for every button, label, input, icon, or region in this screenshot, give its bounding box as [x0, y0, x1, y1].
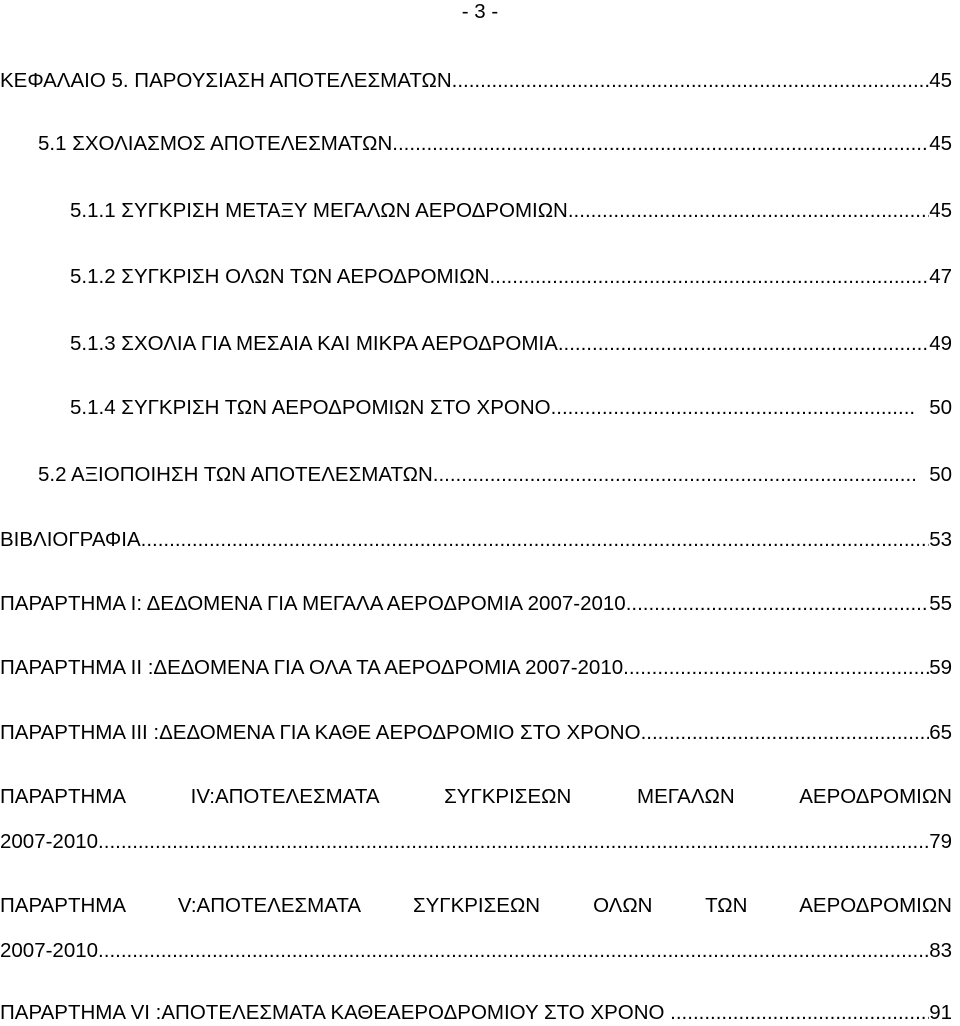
toc-entry-appendix-5 [0, 938, 952, 964]
toc-leader-dots [141, 527, 930, 553]
toc-leader-dots [489, 264, 929, 290]
toc-entry-5-2 [38, 462, 952, 488]
toc-entry-page: 91 [929, 1001, 952, 1024]
toc-leader-dots [626, 591, 929, 617]
toc-entry-label: 2007-2010 [0, 830, 99, 853]
toc-leader-dots [452, 68, 930, 94]
toc-entry-appendix-1 [0, 591, 952, 617]
toc-entry-bibliography [0, 527, 952, 553]
toc-entry-label: 5.1.3 ΣΧΟΛΙΑ ΓΙΑ ΜΕΣΑΙΑ ΚΑΙ ΜΙΚΡΑ ΑΕΡΟΔΡΟΜΙΑ [70, 332, 558, 355]
page-number: - 3 - [461, 0, 499, 23]
toc-entry-page: 49 [929, 332, 952, 355]
toc-entry-page: 50 [929, 396, 952, 419]
toc-entry-label: ΠΑΡΑΡΤΗΜΑ ΙΙ :ΔΕΔΟΜΕΝΑ ΓΙΑ ΟΛΑ ΤΑ ΑΕΡΟΔΡΟΜΙΑ 2007-2010 [0, 656, 624, 679]
toc-entry-page: 45 [929, 132, 952, 155]
toc-entry-5-1-4 [70, 395, 952, 421]
toc-entry-chapter-5 [0, 68, 952, 94]
toc-entry-appendix-6 [0, 1000, 952, 1026]
toc-entry-appendix-4-line1: ΠΑΡΑΡΤΗΜΑ IV:ΑΠΟΤΕΛΕΣΜΑΤΑ ΣΥΓΚΡΙΣΕΩΝ ΜΕΓΑΛΩΝ ΑΕΡΟΔΡΟΜΙΩΝ [0, 785, 952, 808]
toc-entry-appendix-4 [0, 829, 952, 855]
toc-entry-page: 47 [929, 265, 952, 288]
toc-entry-label: 5.1 ΣΧΟΛΙΑΣΜΟΣ ΑΠΟΤΕΛΕΣΜΑΤΩΝ [38, 132, 393, 155]
toc-entry-page: 65 [929, 721, 952, 744]
toc-leader-dots [392, 131, 929, 157]
toc-entry-label: ΠΑΡΑΡΤΗΜΑ ΙΙΙ :ΔΕΔΟΜΕΝΑ ΓΙΑ ΚΑΘΕ ΑΕΡΟΔΡΟΜΙΟ ΣΤΟ ΧΡΟΝΟ [0, 721, 641, 744]
toc-entry-label: ΠΑΡΑΡΤΗΜΑ Ι: ΔΕΔΟΜΕΝΑ ΓΙΑ ΜΕΓΑΛΑ ΑΕΡΟΔΡΟΜΙΑ 2007-2010 [0, 592, 626, 615]
toc-entry-appendix-2 [0, 655, 952, 681]
toc-leader-dots [98, 938, 929, 964]
toc-entry-page: 45 [929, 199, 952, 222]
toc-entry-page: 55 [929, 592, 952, 615]
toc-leader-dots [641, 720, 930, 746]
toc-leader-dots [433, 462, 915, 488]
toc-entry-appendix-3 [0, 720, 952, 746]
toc-leader-dots [623, 655, 929, 681]
toc-entry-label: 5.1.4 ΣΥΓΚΡΙΣΗ ΤΩΝ ΑΕΡΟΔΡΟΜΙΩΝ ΣΤΟ ΧΡΟΝΟ [70, 396, 551, 419]
toc-entry-page: 53 [929, 528, 952, 551]
toc-leader-dots [558, 331, 929, 357]
toc-entry-page: 59 [929, 656, 952, 679]
toc-entry-5-1-1 [70, 198, 952, 224]
toc-entry-label: 5.2 ΑΞΙΟΠΟΙΗΣΗ ΤΩΝ ΑΠΟΤΕΛΕΣΜΑΤΩΝ [38, 463, 433, 486]
toc-leader-dots [98, 829, 929, 855]
toc-leader-dots [551, 395, 916, 421]
toc-entry-page: 83 [929, 939, 952, 962]
toc-entry-label: 5.1.1 ΣΥΓΚΡΙΣΗ ΜΕΤΑΞΥ ΜΕΓΑΛΩΝ ΑΕΡΟΔΡΟΜΙΩΝ [70, 199, 568, 222]
toc-entry-page: 45 [929, 69, 952, 92]
toc-entry-label: ΚΕΦΑΛΑΙΟ 5. ΠΑΡΟΥΣΙΑΣΗ ΑΠΟΤΕΛΕΣΜΑΤΩΝ [0, 69, 452, 92]
toc-entry-5-1-2 [70, 264, 952, 290]
toc-entry-appendix-5-line1: ΠΑΡΑΡΤΗΜΑ V:ΑΠΟΤΕΛΕΣΜΑΤΑ ΣΥΓΚΡΙΣΕΩΝ ΟΛΩΝ ΤΩΝ ΑΕΡΟΔΡΟΜΙΩΝ [0, 894, 952, 917]
toc-entry-label: ΒΙΒΛΙΟΓΡΑΦΙΑ [0, 528, 141, 551]
toc-entry-5-1-3 [70, 331, 952, 357]
toc-entry-label: ΠΑΡΑΡΤΗΜΑ VI :ΑΠΟΤΕΛΕΣΜΑΤΑ ΚΑΘΕΑΕΡΟΔΡΟΜΙΟΥ ΣΤΟ ΧΡΟΝΟ [0, 1001, 671, 1024]
toc-leader-dots [670, 1000, 929, 1026]
toc-leader-dots [568, 198, 929, 224]
toc-entry-page: 50 [929, 463, 952, 486]
toc-entry-label: 2007-2010 [0, 939, 99, 962]
toc-entry-label: 5.1.2 ΣΥΓΚΡΙΣΗ ΟΛΩΝ ΤΩΝ ΑΕΡΟΔΡΟΜΙΩΝ [70, 265, 490, 288]
toc-entry-5-1 [38, 131, 952, 157]
toc-entry-page: 79 [929, 830, 952, 853]
